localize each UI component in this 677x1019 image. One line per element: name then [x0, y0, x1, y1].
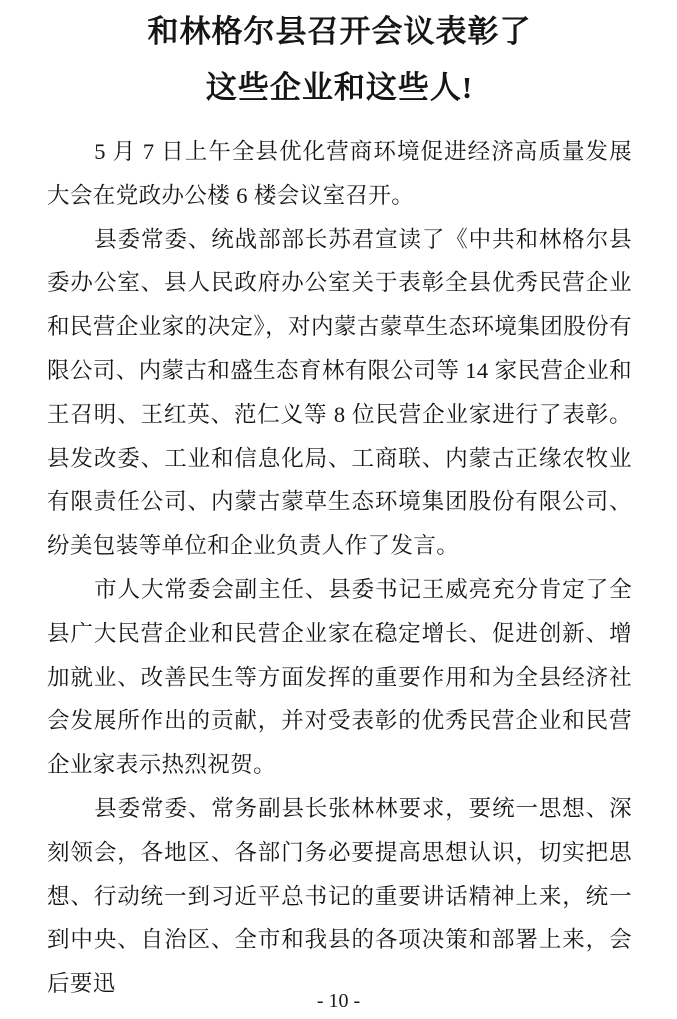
paragraph: 县委常委、统战部部长苏君宣读了《中共和林格尔县委办公室、县人民政府办公室关于表彰全县优秀民营企业和民营企业家的决定》，对内蒙古蒙草生态环境集团股份有限公司、内蒙古和盛生态育林有限公司等 14 家民营企业和王召明、王红英、范仁义等 8 位民营企业家进行了表彰。县发改委、工业和信息化局、工商联、内蒙古正缘农牧业有限责任公司、内蒙古蒙草生态环境集团股份有限公司、纷美包装等单位和企业负责人作了发言。	[47, 226, 632, 559]
title-line-1: 和林格尔县召开会议表彰了	[147, 14, 532, 49]
paragraph: 市人大常委会副主任、县委书记王威亮充分肯定了全县广大民营企业和民营企业家在稳定增长、促进创新、增加就业、改善民生等方面发挥的重要作用和为全县经济社会发展所作出的贡献，并对受表彰的优秀民营企业和民营企业家表示热烈祝贺。	[47, 576, 632, 778]
title-line-2: 这些企业和这些人!	[205, 70, 474, 105]
paragraph: 县委常委、常务副县长张林林要求，要统一思想、深刻领会，各地区、各部门务必要提高思想认识，切实把思想、行动统一到习近平总书记的重要讲话精神上来，统一到中央、自治区、全市和我县的各项决策和部署上来，会后要迅	[47, 795, 632, 997]
paragraph: 5 月 7 日上午全县优化营商环境促进经济高质量发展大会在党政办公楼 6 楼会议室召开。	[47, 139, 632, 208]
document-body	[47, 130, 632, 1006]
document-title	[47, 4, 632, 116]
page-number: - 10 -	[316, 990, 361, 1012]
